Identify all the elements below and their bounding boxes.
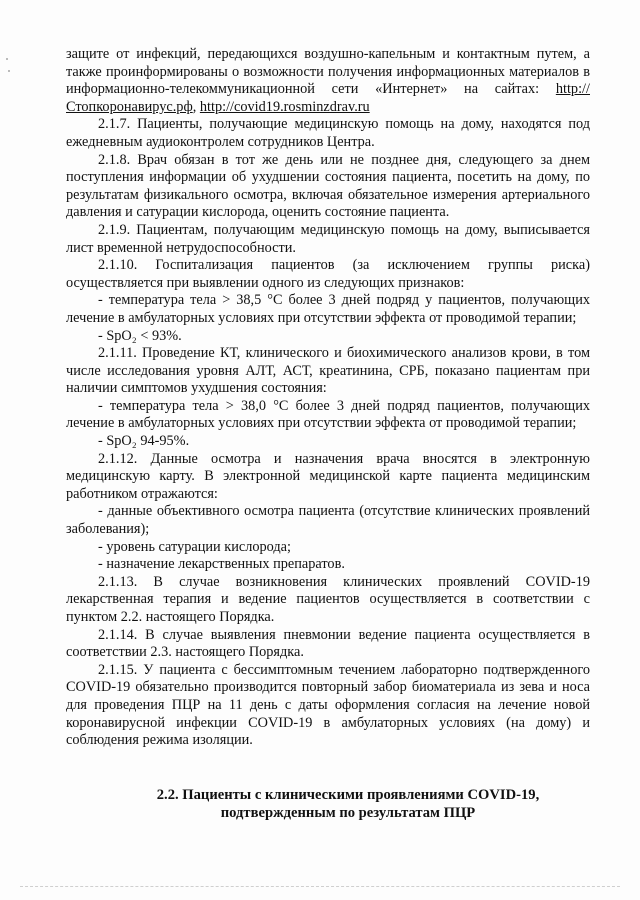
paragraph-2-1-10: 2.1.10. Госпитализация пациентов (за исключением группы риска) осуществляется при выявлении одного из следующих признаков: xyxy=(66,257,590,291)
link-stopkoronavirus[interactable]: http://Стопкоронавирус.рф xyxy=(66,81,590,115)
paragraph-2-1-14: 2.1.14. В случае выявления пневмонии ведение пациента осуществляется в соответствии 2.3. настоящего Порядка. xyxy=(66,626,590,661)
link-separator: , xyxy=(192,98,200,115)
list-item-2-1-12-drugs: - назначение лекарственных препаратов. xyxy=(98,556,345,573)
link-covid19-rosminzdrav[interactable]: http://covid19.rosminzdrav.ru xyxy=(199,98,370,115)
paragraph-2-1-7: 2.1.7. Пациенты, получающие медицинскую помощь на дому, находятся под ежедневным аудиоконтролем сотрудников Центра. xyxy=(66,116,590,150)
paragraph-text: защите от инфекций, передающихся воздушно-капельным и контактным путем, а также проинформированы о возможности получения информационных материалов в информационно-телекоммуникационной сети «Интернет» на сайтах: xyxy=(66,46,590,98)
paragraph-2-1-13: 2.1.13. В случае возникновения клинических проявлений COVID-19 лекарственная терапия и ведение пациентов осуществляется в соответствии с пунктом 2.2. настоящего Порядка. xyxy=(66,573,590,625)
list-item-2-1-12-saturation: - уровень сатурации кислорода; xyxy=(98,538,291,555)
list-item-2-1-11-spo2: - SpO₂ 94-95%. xyxy=(98,433,190,450)
paragraph-2-1-15: 2.1.15. У пациента с бессимптомным течением лабораторно подтвержденного COVID-19 обязательно производится повторный забор биоматериала из зева и носа для проведения ПЦР на 11 день с даты оформления согласия на лечение новой коронавирусной инфекции COVID-19 в амбулаторных условиях (на дому) и соблюдения режима изоляции. xyxy=(66,661,590,749)
scan-artifact xyxy=(8,70,10,72)
section-heading-line-2: подтвержденным по результатам ПЦР xyxy=(220,804,476,821)
list-item-2-1-12-exam: - данные объективного осмотра пациента (отсутствие клинических проявлений заболевания); xyxy=(66,503,590,538)
paragraph-2-1-11: 2.1.11. Проведение КТ, клинического и биохимического анализов крови, в том числе исследования уровня АЛТ, АСТ, креатинина, СРБ, показано пациентам при наличии симптомов ухудшения состояния: xyxy=(66,345,590,397)
document-body xyxy=(66,46,590,822)
page-bottom-edge xyxy=(20,886,620,887)
list-item-2-1-10-temperature: - температура тела > 38,5 °C более 3 дней подряд у пациентов, получающих лечение в амбулаторных условиях при отсутствии эффекта от проводимой терапии; xyxy=(66,292,590,326)
paragraph-continuation xyxy=(66,46,590,116)
section-heading-line-1: 2.2. Пациенты с клиническими проявлениями COVID-19, xyxy=(156,786,540,803)
paragraph-2-1-9: 2.1.9. Пациентам, получающим медицинскую помощь на дому, выписывается лист временной нетрудоспособности. xyxy=(66,221,590,256)
list-item-2-1-10-spo2: - SpO₂ < 93%. xyxy=(98,327,182,344)
scan-artifact xyxy=(6,58,8,60)
paragraph-2-1-12: 2.1.12. Данные осмотра и назначения врача вносятся в электронную медицинскую карту. В электронной медицинской карте пациента медицинским работником отражаются: xyxy=(66,450,590,502)
paragraph-2-1-8: 2.1.8. Врач обязан в тот же день или не позднее дня, следующего за днем поступления информации об ухудшении состояния пациента, посетить на дому, по результатам физикального осмотра, включая обязательное измерения артериального давления и сатурации кислорода, оценить состояние пациента. xyxy=(66,151,590,221)
list-item-2-1-11-temperature: - температура тела > 38,0 °C более 3 дней подряд пациентов, получающих лечение в амбулаторных условиях при отсутствии эффекта от проводимой терапии; xyxy=(66,397,590,432)
section-heading-2-2 xyxy=(66,786,590,822)
